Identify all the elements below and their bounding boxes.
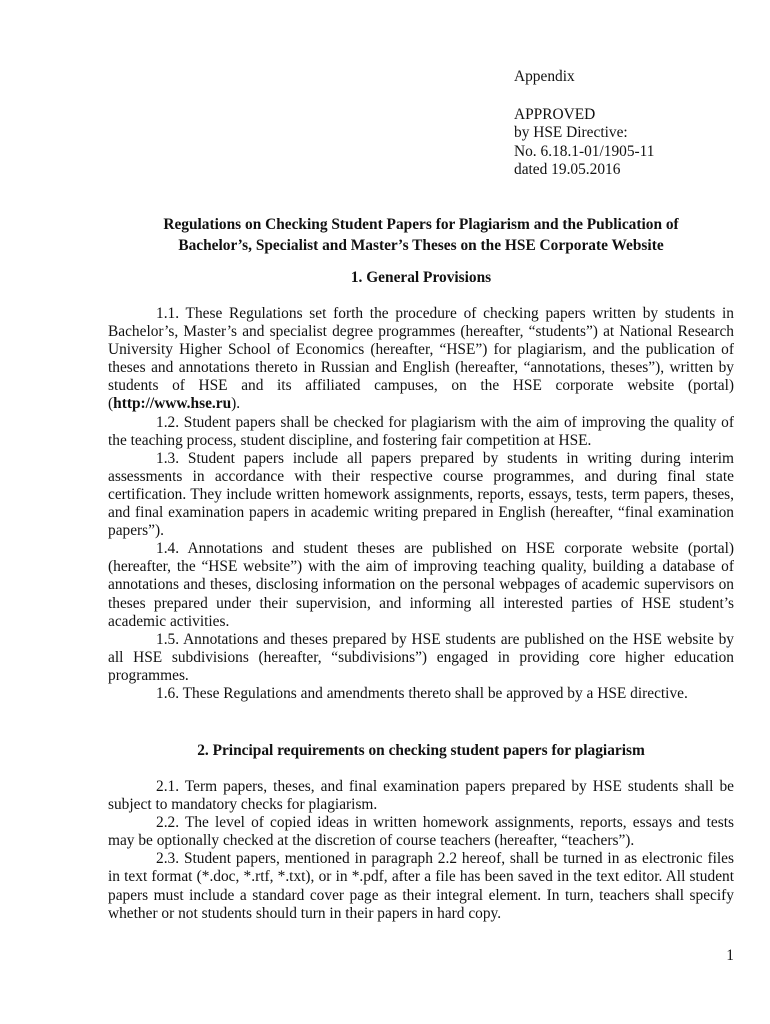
directive-label: by HSE Directive: bbox=[514, 124, 628, 142]
paragraph-2-2: 2.2. The level of copied ideas in written homework assignments, reports, essays and tests may be optionally checked at the discretion of course teachers (hereafter, “teachers”). bbox=[108, 814, 734, 850]
paragraph-1-1-end: ). bbox=[231, 395, 241, 413]
directive-number: No. 6.18.1-01/1905-11 bbox=[514, 142, 655, 160]
section-1-heading: 1. General Provisions bbox=[350, 269, 492, 286]
paragraph-1-2: 1.2. Student papers shall be checked for plagiarism with the aim of improving the quality of the teaching process, student discipline, and fostering fair competition at HSE. bbox=[108, 413, 734, 449]
title-line-2: Bachelor’s, Specialist and Master’s Theses on the HSE Corporate Website bbox=[178, 237, 664, 254]
section-2-body bbox=[108, 778, 734, 923]
appendix-label: Appendix bbox=[514, 68, 575, 85]
paragraph-1-6: 1.6. These Regulations and amendments thereto shall be approved by a HSE directive. bbox=[156, 684, 688, 702]
paragraph-1-3: 1.3. Student papers include all papers prepared by students in writing during interim assessments in accordance with their respective course programmes, and during final state certification. They include written homework assignments, reports, essays, tests, term papers, theses, and final examination papers in academic writing prepared in English (hereafter, “final examination papers”). bbox=[108, 449, 734, 540]
paragraph-2-3: 2.3. Student papers, mentioned in paragraph 2.2 hereof, shall be turned in as electronic files in text format (*.doc, *.rtf, *.txt), or in *.pdf, after a file has been saved in the text editor. All student papers must include a standard cover page as their integral element. In turn, teachers shall specify whether or not students should turn in their papers in hard copy. bbox=[108, 850, 734, 922]
page-number: 1 bbox=[726, 947, 734, 964]
approval-block bbox=[514, 68, 754, 180]
paragraph-2-1: 2.1. Term papers, theses, and final examination papers prepared by HSE students shall be subject to mandatory checks for plagiarism. bbox=[108, 778, 734, 814]
document-title bbox=[108, 214, 734, 256]
approved-label: APPROVED bbox=[514, 105, 596, 123]
paragraph-1-4: 1.4. Annotations and student theses are published on HSE corporate website (portal) (hereafter, the “HSE website”) with the aim of improving teaching quality, building a database of annotations and theses, disclosing information on the personal webpages of academic supervisors on theses prepared under their supervision, and informing all interested parties of HSE student’s academic activities. bbox=[108, 540, 734, 630]
section-1-body bbox=[108, 305, 734, 703]
paragraph-1-1-text: 1.1. These Regulations set forth the procedure of checking papers written by students in Bachelor’s, Master’s and specialist degree programmes (hereafter, “students”) at National Research University Higher School of Economics (hereafter, “HSE”) for plagiarism, and the publication of theses and annotations thereto in Russian and English (hereafter, “annotations, theses”), written by students of HSE and its affiliated campuses, on the HSE corporate website (portal) ( bbox=[108, 305, 734, 413]
paragraph-1-5: 1.5. Annotations and theses prepared by HSE students are published on the HSE website by all HSE subdivisions (hereafter, “subdivisions”) engaged in providing core higher education programmes. bbox=[108, 630, 734, 684]
title-line-1: Regulations on Checking Student Papers for Plagiarism and the Publication of bbox=[163, 216, 679, 233]
hse-website-link[interactable]: http://www.hse.ru bbox=[113, 395, 232, 413]
section-2-heading: 2. Principal requirements on checking student papers for plagiarism bbox=[197, 742, 645, 759]
paragraph-1-1 bbox=[108, 305, 734, 414]
directive-date: dated 19.05.2016 bbox=[514, 161, 621, 179]
